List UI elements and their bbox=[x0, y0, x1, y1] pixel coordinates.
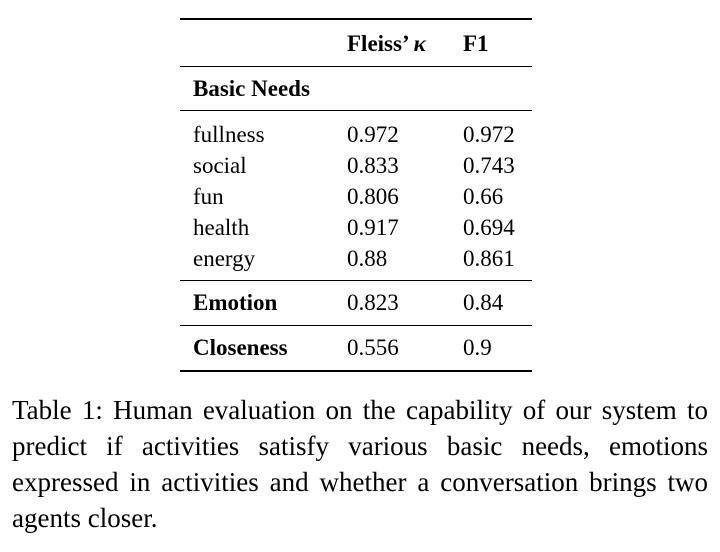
header-fleiss-kappa bbox=[347, 19, 463, 67]
table-row-emotion bbox=[180, 281, 532, 326]
table-row bbox=[180, 212, 532, 243]
table-row bbox=[180, 150, 532, 181]
header-fleiss-text: Fleiss’ bbox=[347, 31, 408, 56]
results-table-container bbox=[180, 18, 532, 372]
table-caption: Table 1: Human evaluation on the capability of our system to predict if activities satisfy various basic needs, emotions expressed in activities and whether a conversation brings two agents closer. bbox=[12, 395, 708, 533]
f1-value: 0.694 bbox=[463, 214, 515, 240]
f1-value: 0.743 bbox=[463, 152, 515, 178]
f1-value-closeness: 0.9 bbox=[463, 335, 492, 360]
section-label-basic-needs: Basic Needs bbox=[193, 75, 310, 101]
section-row-basic-needs bbox=[180, 67, 532, 111]
kappa-value-emotion: 0.823 bbox=[347, 290, 399, 315]
kappa-value: 0.833 bbox=[347, 152, 399, 178]
table-row-closeness bbox=[180, 326, 532, 372]
kappa-value: 0.806 bbox=[347, 183, 399, 209]
f1-value: 0.861 bbox=[463, 245, 515, 271]
row-label: health bbox=[193, 214, 250, 240]
f1-value: 0.66 bbox=[463, 183, 504, 209]
kappa-value-closeness: 0.556 bbox=[347, 335, 399, 360]
row-label: social bbox=[193, 152, 247, 178]
row-label-emotion: Emotion bbox=[193, 290, 278, 315]
table-row bbox=[180, 181, 532, 212]
header-empty-cell bbox=[180, 19, 347, 67]
table-row bbox=[180, 243, 532, 281]
kappa-value: 0.88 bbox=[347, 245, 388, 271]
kappa-value: 0.917 bbox=[347, 214, 399, 240]
table-row bbox=[180, 111, 532, 151]
row-label-closeness: Closeness bbox=[193, 335, 288, 360]
header-kappa-symbol: κ bbox=[413, 31, 426, 56]
row-label: energy bbox=[193, 245, 256, 271]
kappa-value: 0.972 bbox=[347, 121, 399, 147]
f1-value-emotion: 0.84 bbox=[463, 290, 504, 315]
results-table bbox=[180, 18, 532, 372]
f1-value: 0.972 bbox=[463, 121, 515, 147]
header-f1: F1 bbox=[463, 31, 489, 56]
row-label: fullness bbox=[193, 121, 265, 147]
header-row bbox=[180, 19, 532, 67]
row-label: fun bbox=[193, 183, 224, 209]
